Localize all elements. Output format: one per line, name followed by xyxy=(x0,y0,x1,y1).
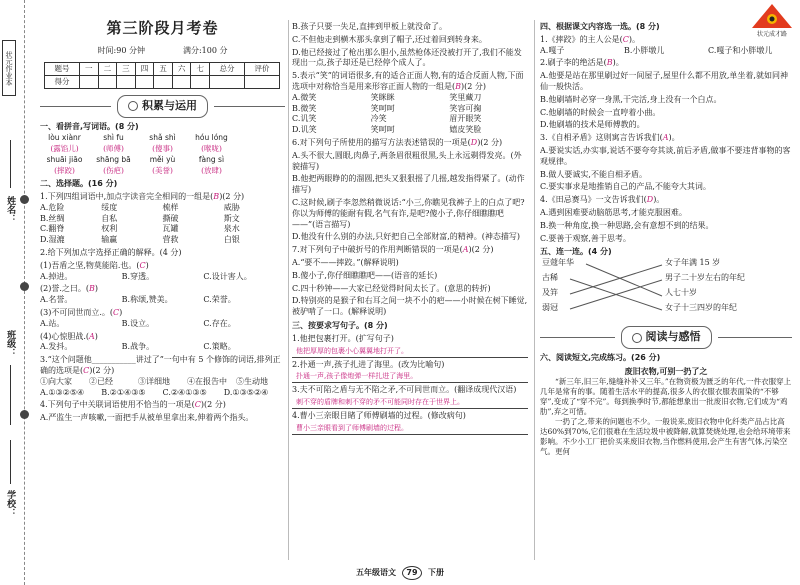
volume-label: 下册 xyxy=(428,567,444,577)
option-text: A.①③②⑤④ xyxy=(40,387,85,397)
question-heading: 一、看拼音,写词语。(8 分) xyxy=(40,121,139,131)
option-text: 笑容可掬 xyxy=(449,103,482,113)
book-icon xyxy=(632,333,642,343)
answer-line[interactable]: 扑通一声,孩子像炮弹一样扎进了海里。 xyxy=(292,371,528,383)
option-text: B.孩子只要一失足,直摔到甲板上就没命了。 xyxy=(292,22,447,31)
match-right-item: 男子二十岁左右的年纪 xyxy=(665,273,745,283)
handwritten-answer: (露馅儿) xyxy=(50,143,79,153)
match-left-item: 弱冠 xyxy=(542,303,558,313)
option-text: B.傻小子,你仔细瞧瞧吧——(语音的延长) xyxy=(292,270,438,280)
match-left-item: 豆蔻年华 xyxy=(542,258,574,268)
option-row xyxy=(40,235,285,246)
score-cell xyxy=(191,76,210,89)
option-text: D.他已经接过了枪出那么胆小,虽然枪体还没被打开了,我们不能发现出一点,孩子却还是已经停个成人了。 xyxy=(292,47,522,68)
option-text: B.丝绸 xyxy=(40,213,65,223)
option-text: A.站。 xyxy=(40,318,65,328)
option-row xyxy=(40,272,285,283)
question-text: 5.表示“笑”的词语很多,有的适合正面人物,有的适合反面人物,下面选项中对称恰当是用来形容正面人物的一组是(B)(2 分) xyxy=(292,71,524,91)
option-text: C.四十秒钟——大家已经觉得时间太长了。(意思的转折) xyxy=(292,283,491,293)
score-cell xyxy=(244,76,279,89)
sub-question: (3)不可同世而立.。(C) xyxy=(40,307,123,317)
option-text: C.翻脊 xyxy=(40,224,65,234)
question-text: 7.对下列句子中破折号的作用判断错误的一项是(A)(2 分) xyxy=(292,245,494,255)
sub-question: (1)吾盾之坚,物莫能陷.也。(C) xyxy=(40,260,149,270)
answer-line[interactable]: 刺不穿的盾牌和刺不穿的矛不可能同时存在于世界上。 xyxy=(292,397,528,409)
question-text: 2.给下列加点字选择正确的解释。(4 分) xyxy=(40,247,182,257)
option-text: 白银 xyxy=(223,235,240,245)
score-header-cell: 六 xyxy=(172,63,191,76)
option-text: B.小胖墩儿 xyxy=(624,45,665,55)
option-row xyxy=(292,125,528,136)
handwritten-answer: B xyxy=(455,81,462,91)
option-text: ⑤生动地 xyxy=(236,376,268,386)
option-text: 威胁 xyxy=(223,202,240,212)
option-text: 嬉皮笑脸 xyxy=(449,125,482,135)
option-text: D.湿漉 xyxy=(40,235,65,245)
option-row xyxy=(40,388,285,399)
option-text: ③详细地 xyxy=(138,376,170,386)
option-text: 斯文 xyxy=(223,213,240,223)
match-left-item: 及笄 xyxy=(542,288,558,298)
option-row xyxy=(40,214,285,225)
option-text: 泉水 xyxy=(223,224,240,234)
binding-badge: 状元作业本 xyxy=(2,40,16,96)
question-heading: 五、连一连。(4 分) xyxy=(540,247,612,257)
score-cell xyxy=(172,76,191,89)
score-header-cell: 五 xyxy=(154,63,173,76)
handwritten-answer: A xyxy=(662,133,669,143)
class-line xyxy=(10,365,11,425)
option-text: D.①③⑤②④ xyxy=(223,387,269,397)
option-row xyxy=(540,46,792,57)
option-text: C.他刷墙的时候会一直哼着小曲。 xyxy=(540,107,661,117)
option-text: 笑眯眯 xyxy=(370,92,395,102)
handwritten-answer: D xyxy=(470,137,478,147)
handwritten-answer: (美誉) xyxy=(152,166,173,176)
column-right xyxy=(540,0,792,560)
option-text: A.“要不——摔跤。”(解释说明) xyxy=(292,257,399,267)
question-text: 1.《摔跤》的主人公是(C)。 xyxy=(540,34,641,44)
option-text: B.设立。 xyxy=(121,318,155,328)
score-cell xyxy=(79,76,98,89)
name-label: 姓名： xyxy=(5,196,16,223)
score-header-cell: 七 xyxy=(191,63,210,76)
question-text: 1.他把包裹打开。(扩写句子) xyxy=(292,333,394,343)
section-title: 积累与运用 xyxy=(142,99,197,113)
option-text: A.微笑 xyxy=(292,92,317,102)
option-text: B.称颂,赞美。 xyxy=(121,295,173,305)
option-text: 笑呵呵 xyxy=(370,125,395,135)
pinyin-text: měi yù xyxy=(149,154,176,164)
option-grid xyxy=(292,93,528,136)
brand-logo xyxy=(748,2,796,38)
sub-question: (4)心惊胆战.(A) xyxy=(40,331,98,341)
match-right-item: 女子十三四岁的年纪 xyxy=(665,303,737,313)
handwritten-answer: A xyxy=(462,245,469,255)
option-text: A.要说实话,办实事,说话不要夸夸其谈,前后矛盾,做事不要违背事物的客观规律。 xyxy=(540,145,791,166)
score-header-cell: 得分 xyxy=(45,76,80,89)
section-banner-accumulation xyxy=(40,95,285,118)
score-header-cell: 四 xyxy=(135,63,154,76)
column-left xyxy=(40,0,285,560)
pinyin-text xyxy=(236,155,285,165)
score-cell xyxy=(98,76,117,89)
binding-hole xyxy=(20,410,29,419)
option-text: A.名誉。 xyxy=(40,295,73,305)
option-text: 冷笑 xyxy=(370,114,387,124)
binding-strip xyxy=(0,0,34,585)
option-row xyxy=(40,224,285,235)
question-text: 4.曹小三亲眼目睹了师傅刷墙的过程。(修改病句) xyxy=(292,411,466,421)
passage-paragraph: 一扔了之,带来的问题也不少。一般说来,废旧衣物中化纤类产品占比高达60%到70%,它们很难在生活垃圾中被降解,就算焚烧处理,也会给环境带来影响。不少小工厂把价买来废旧衣物,当作燃料使用,会产生有害气体,污染空气。更何 xyxy=(540,417,791,457)
option-text: A.危险 xyxy=(40,202,65,212)
name-line xyxy=(10,140,11,188)
handwritten-answer: (傻事) xyxy=(152,143,173,153)
school-line xyxy=(10,440,11,484)
score-header-cell: 一 xyxy=(79,63,98,76)
answer-line[interactable]: 他把厚厚的包裹小心翼翼地打开了。 xyxy=(292,346,528,358)
handwritten-answer: (喉咙) xyxy=(201,143,222,153)
option-text: A.发抖。 xyxy=(40,342,73,352)
match-right-item: 人七十岁 xyxy=(665,288,697,298)
option-row xyxy=(292,114,528,125)
option-text: A.遇到困难要动脑筋思考,才能克服困难。 xyxy=(540,207,687,217)
option-text: 撕破 xyxy=(162,213,179,223)
score-cell xyxy=(117,76,136,89)
option-row xyxy=(292,93,528,104)
cut-line xyxy=(24,0,25,585)
option-text: C.存在。 xyxy=(203,318,236,328)
option-text: A.掉进。 xyxy=(40,271,73,281)
handwritten-answer: (师傅) xyxy=(103,143,124,153)
option-text: D.讥笑 xyxy=(292,125,317,135)
option-text: A.严监生一声咳嗽,一面把手从被单里拿出来,伸着两个指头。 xyxy=(40,413,254,423)
page-title: 第三阶段月考卷 xyxy=(106,19,219,37)
option-row xyxy=(292,104,528,115)
option-text: C.②④①③⑤ xyxy=(162,387,207,397)
passage-title: 废旧衣物,可别一扔了之 xyxy=(624,365,708,376)
option-text: ④在报告中 xyxy=(187,376,227,386)
handwritten-answer: B xyxy=(89,284,95,294)
handwritten-answer: C xyxy=(622,34,629,44)
passage-paragraph: “新三年,旧三年,缝缝补补又三年。”在物资极为匮乏的年代,一件衣服穿上几年是常有的事。随着生活水平的提高,很多人的衣服衣服表面染的“不够穿”,变成了“穿不完”。每到换季时节,都能想象出一批废旧衣物,它们成为“鸡肋”,弃之可惜。 xyxy=(540,376,792,416)
option-text: 输赢 xyxy=(101,235,118,245)
option-text: B.微笑 xyxy=(292,103,317,113)
question-heading: 三、按要求写句子。(8 分) xyxy=(292,320,388,330)
book-icon xyxy=(128,101,138,111)
question-text: 3.“这个问题他___________讲过了”一句中有 5 个修饰的词语,排列正确的选项是(C)(2 分) xyxy=(40,355,281,375)
binding-hole xyxy=(20,282,29,291)
option-row xyxy=(40,295,285,306)
pinyin-text: hóu lóng xyxy=(195,132,228,142)
section-title: 阅读与感悟 xyxy=(645,330,701,344)
option-row xyxy=(40,203,285,214)
column-divider xyxy=(534,20,535,560)
option-text: B.战争。 xyxy=(121,342,155,352)
option-text: C.策略。 xyxy=(203,342,236,352)
pinyin-text: shuāi jiāo xyxy=(46,154,83,164)
handwritten-answer xyxy=(236,144,285,154)
option-text: D.他刷墙的技术是师傅教的。 xyxy=(540,120,645,130)
page-footer xyxy=(0,562,800,584)
option-text: C.这时候,刷子李忽然稍微说话:“小三,你瞧见我裤子上的白点了吧?你以为师傅的能耐有假,名气有诈,是吧?傻小子,你仔细瞧瞧吧——”(语言描写) xyxy=(292,197,525,229)
pinyin-text: shì fu xyxy=(103,132,124,142)
option-text: 权利 xyxy=(101,224,118,234)
pinyin-text xyxy=(236,133,285,143)
column-middle xyxy=(292,0,528,560)
handwritten-answer: (放肆) xyxy=(201,166,222,176)
handwritten-answer: D xyxy=(646,195,654,205)
handwritten-answer: C xyxy=(194,400,201,410)
option-text: A.他要是站在那里刷过好一间屋子,屋里什么都不用放,单坐着,就如同神仙一般快活。 xyxy=(540,71,788,91)
pinyin-text: shāng bā xyxy=(96,154,131,164)
score-header-cell: 二 xyxy=(98,63,117,76)
section-banner-reading xyxy=(540,326,792,349)
question-text: 3.夫不可陷之盾与无不陷之矛,不可同世而立。(翻译成现代汉语) xyxy=(292,385,517,395)
pinyin-text: fàng sì xyxy=(198,154,225,164)
handwritten-answer: C xyxy=(139,260,146,270)
school-label: 学校： xyxy=(5,490,16,517)
question-text: 3.《自相矛盾》这则寓言告诉我们(A)。 xyxy=(540,133,680,143)
score-header-cell: 三 xyxy=(117,63,136,76)
question-text: 2.刷子李的绝活是(B)。 xyxy=(540,58,624,68)
option-text: D.特别亮的是猴子和右耳之间一块不小的疤——小时候在树下睡觉,被驴啃了一口。(解释说明) xyxy=(292,296,528,317)
option-text: 营救 xyxy=(162,235,179,245)
score-header-cell: 题号 xyxy=(45,63,80,76)
option-row xyxy=(40,342,285,353)
option-text: B.②①④③⑤ xyxy=(101,387,146,397)
grade-label: 五年级语文 xyxy=(356,567,396,577)
question-text: 2.扑通一声,孩子扎进了海里。(改为比喻句) xyxy=(292,359,445,369)
match-left-item: 古稀 xyxy=(542,273,558,283)
question-text: 6.对下列句子所使用的描写方法表述错误的一项是(D)(2 分) xyxy=(292,137,503,147)
exam-meta xyxy=(40,46,285,57)
option-text: B.他把两眼睁的的溜圆,把头又狠狠摇了几摇,越发指得紧了。(动作描写) xyxy=(292,174,525,195)
option-text: C.不但他走到横木那头拿到了帽子,还过着回到转身来。 xyxy=(292,34,487,44)
option-row xyxy=(40,377,285,388)
score-cell xyxy=(135,76,154,89)
option-text: C.荣誉。 xyxy=(203,295,236,305)
option-text: C.讥笑 xyxy=(292,114,317,124)
option-text: 笑呵呵 xyxy=(370,103,395,113)
handwritten-answer: (伤疤) xyxy=(103,166,124,176)
question-heading: 二、选择题。(16 分) xyxy=(40,179,118,189)
score-cell xyxy=(210,76,245,89)
question-text: 1.下列四组词语中,加点字读音完全相同的一组是(B)(2 分) xyxy=(40,191,245,201)
score-header-cell: 总分 xyxy=(210,63,245,76)
option-text: B.穿透。 xyxy=(121,271,155,281)
option-text: ①向大家 xyxy=(40,376,72,386)
page-number: 79 xyxy=(402,566,422,580)
option-text: 眉开眼笑 xyxy=(449,114,482,124)
option-text: ②已经 xyxy=(89,376,113,386)
score-cell xyxy=(154,76,173,89)
option-text: D.他没有什么别的办法,只好把自己全部财富,的精神。(神态描写) xyxy=(292,232,520,242)
match-right-item: 女子年满 15 岁 xyxy=(665,258,721,268)
handwritten-answer: B xyxy=(606,58,613,68)
matching-exercise xyxy=(540,258,792,320)
pinyin-text: lòu xiànr xyxy=(48,132,81,142)
option-text: 瓦罐 xyxy=(162,224,179,234)
pinyin-text: shǎ shì xyxy=(149,132,176,142)
score-table xyxy=(44,62,280,89)
logo-text: 状元成才路 xyxy=(756,31,788,38)
handwritten-answer: (摔跤) xyxy=(54,166,75,176)
answer-line[interactable]: 曹小三亲眼看到了师傅刷墙的过程。 xyxy=(292,423,528,435)
option-text: B.做人要诚实,不能自相矛盾。 xyxy=(540,169,647,179)
time-limit: 时间:90 分钟 xyxy=(97,46,145,56)
class-label: 班级： xyxy=(5,330,16,357)
option-text: A.嘎子 xyxy=(540,45,565,55)
question-text: 4.《田忌赛马》一文告诉我们(D)。 xyxy=(540,195,665,205)
handwritten-answer xyxy=(236,166,285,176)
handwritten-answer: C xyxy=(113,307,120,317)
question-heading: 六、阅读短文,完成练习。(26 分) xyxy=(540,352,661,362)
score-header-cell: 评价 xyxy=(244,63,279,76)
option-text: B.换一种角度,换一种思路,会有意想不到的结果。 xyxy=(540,220,714,230)
full-score: 满分:100 分 xyxy=(182,46,228,56)
option-row xyxy=(40,319,285,330)
option-text: 梳样 xyxy=(162,202,179,212)
option-text: C.要实事求是地推销自己的产品,不能夸大其词。 xyxy=(540,182,711,192)
handwritten-answer: C xyxy=(83,365,90,375)
sub-question: (2)誉.之曰。(B) xyxy=(40,284,99,294)
handwritten-answer: A xyxy=(89,331,95,341)
option-text: 笑里藏刀 xyxy=(449,92,482,102)
question-text: 4.下列句子中关联词语使用不恰当的一项是(C)(2 分) xyxy=(40,400,226,410)
binding-hole xyxy=(20,195,29,204)
option-grid xyxy=(40,203,285,246)
option-text: C.要善于观察,善于思考。 xyxy=(540,233,631,243)
option-text: 绥度 xyxy=(101,202,118,212)
option-text: B.他刷墙时必穿一身黑,干完活,身上没有一个白点。 xyxy=(540,94,722,104)
handwritten-answer: B xyxy=(213,191,220,201)
option-text: A.头不很大,圆眼,肉鼻子,两条眉很粗很黑,头上永远剃得发亮。(外貌描写) xyxy=(292,150,522,171)
column-divider xyxy=(288,20,289,560)
option-text: C.设计害人。 xyxy=(203,271,252,281)
option-text: 自私 xyxy=(101,213,118,223)
question-heading: 四、根据课文内容选一选。(8 分) xyxy=(540,22,660,31)
pinyin-grid xyxy=(40,133,285,177)
option-text: C.嘎子和小胖墩儿 xyxy=(708,45,773,55)
